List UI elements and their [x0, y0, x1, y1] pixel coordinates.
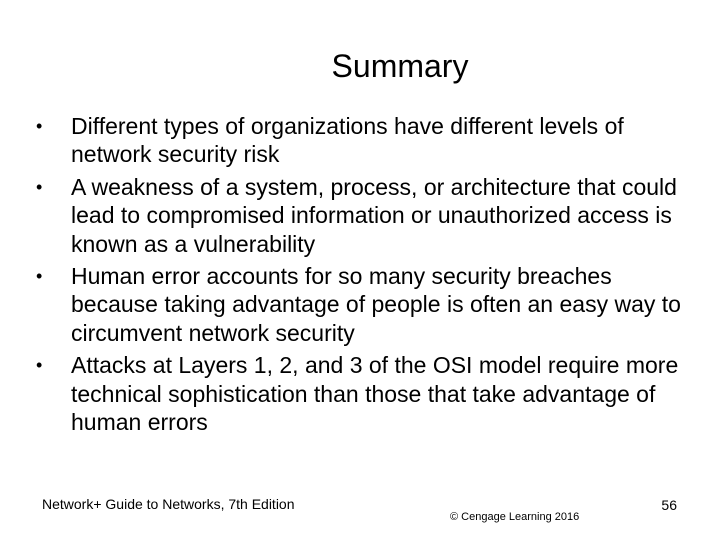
bullet-text: Human error accounts for so many security breaches because taking advantage of people is often an easy way to circumvent network security	[71, 263, 681, 346]
bullet-list	[36, 112, 696, 440]
slide-title: Summary	[331, 48, 469, 84]
bullet-text: Attacks at Layers 1, 2, and 3 of the OSI model require more technical sophistication than those that take advantage of human errors	[71, 352, 679, 436]
footer-copyright: © Cengage Learning 2016	[450, 511, 580, 523]
bullet-icon: •	[36, 176, 43, 197]
bullet-icon: •	[36, 116, 43, 136]
bullet-text: Different types of organizations have different levels of network security risk	[71, 113, 624, 168]
bullet-item	[36, 262, 696, 347]
bullet-icon: •	[36, 355, 43, 376]
bullet-text: A weakness of a system, process, or architecture that could lead to compromised information or unauthorized access is known as a vulnerability	[71, 173, 677, 257]
bullet-item	[36, 112, 696, 169]
bullet-item	[36, 173, 696, 258]
bullet-icon: •	[36, 266, 43, 287]
bullet-item	[36, 351, 696, 436]
footer-book-title: Network+ Guide to Networks, 7th Edition	[42, 496, 295, 512]
page-number: 56	[661, 497, 677, 513]
